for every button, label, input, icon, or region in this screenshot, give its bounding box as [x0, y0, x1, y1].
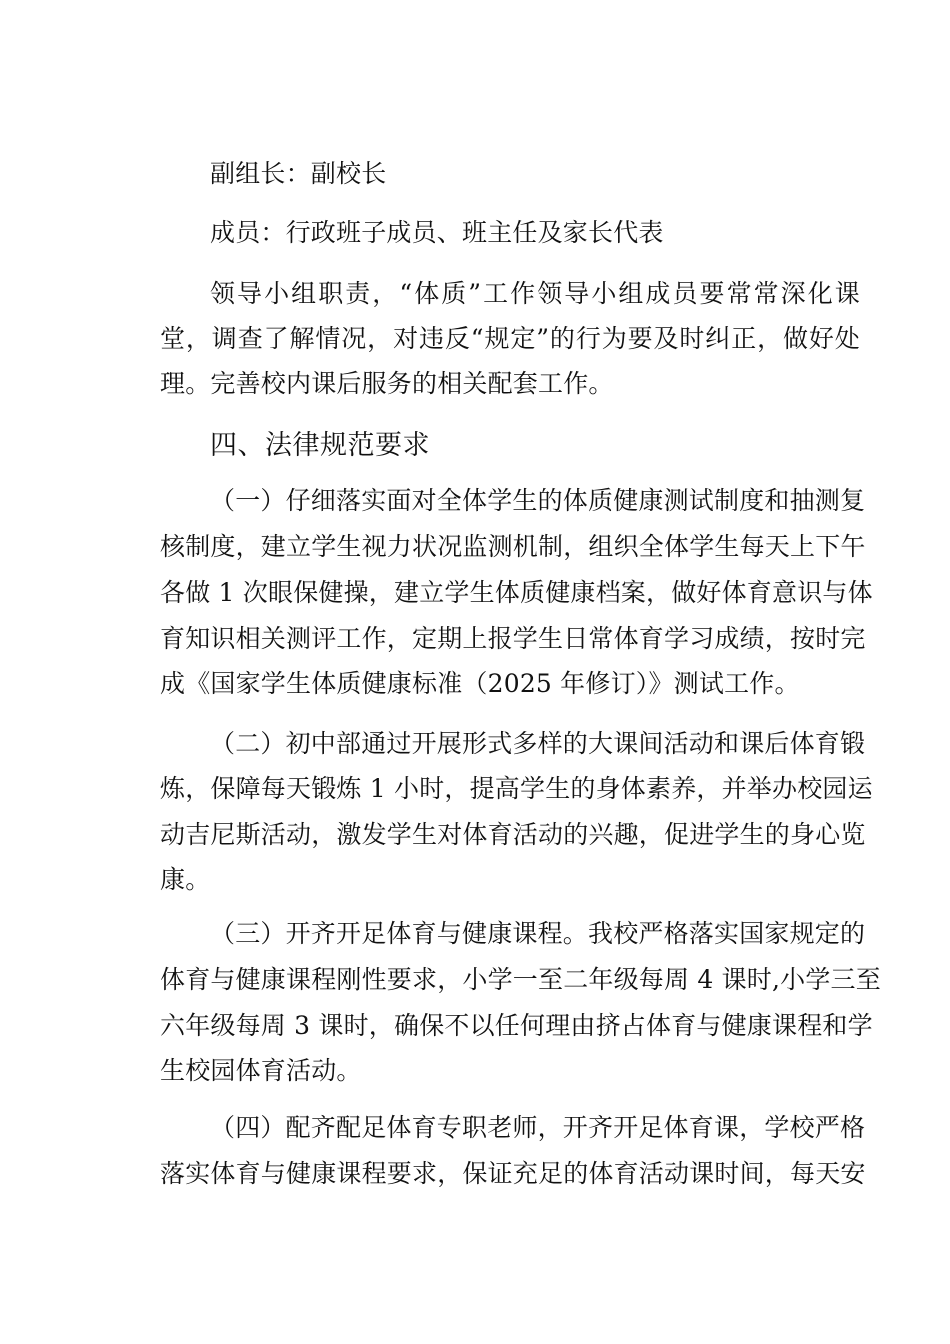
deputy-leader-line: 副组长：副校长	[210, 159, 387, 188]
item3-line-4: 生校园体育活动。	[160, 1056, 362, 1085]
item2-line-3: 动吉尼斯活动，激发学生对体育活动的兴趣，促进学生的身心览	[160, 820, 866, 849]
item3-line-3: 六年级每周 3 课时，确保不以任何理由挤占体育与健康课程和学	[160, 1011, 873, 1040]
members-line: 成员：行政班子成员、班主任及家长代表	[210, 218, 664, 247]
item1-line-3: 各做 1 次眼保健操，建立学生体质健康档案，做好体育意识与体	[160, 578, 873, 607]
item2-line-4: 康。	[160, 865, 211, 894]
item1-line-1: （一）仔细落实面对全体学生的体质健康测试制度和抽测复	[210, 486, 866, 515]
duties-line-2: 堂，调查了解情况，对违反“规定”的行为要及时纠正，做好处	[160, 324, 860, 353]
duties-line-1: 领导小组职责，“体质”工作领导小组成员要常常深化课	[210, 279, 860, 308]
item1-line-2: 核制度，建立学生视力状况监测机制，组织全体学生每天上下午	[160, 532, 866, 561]
item2-line-1: （二）初中部通过开展形式多样的大课间活动和课后体育锻	[210, 729, 866, 758]
item4-line-2: 落实体育与健康课程要求，保证充足的体育活动课时间，每天安	[160, 1159, 866, 1188]
item2-line-2: 炼，保障每天锻炼 1 小时，提高学生的身体素养，并举办校园运	[160, 774, 873, 803]
duties-line-3: 理。完善校内课后服务的相关配套工作。	[160, 369, 614, 398]
item3-line-1: （三）开齐开足体育与健康课程。我校严格落实国家规定的	[210, 919, 866, 948]
item4-line-1: （四）配齐配足体育专职老师，开齐开足体育课，学校严格	[210, 1113, 866, 1142]
item3-line-2: 体育与健康课程刚性要求，小学一至二年级每周 4 课时,小学三至	[160, 965, 881, 994]
section-heading: 四、法律规范要求	[210, 430, 430, 461]
item1-line-5: 成《国家学生体质健康标准（2025 年修订）》测试工作。	[160, 669, 800, 698]
item1-line-4: 育知识相关测评工作，定期上报学生日常体育学习成绩，按时完	[160, 624, 866, 653]
